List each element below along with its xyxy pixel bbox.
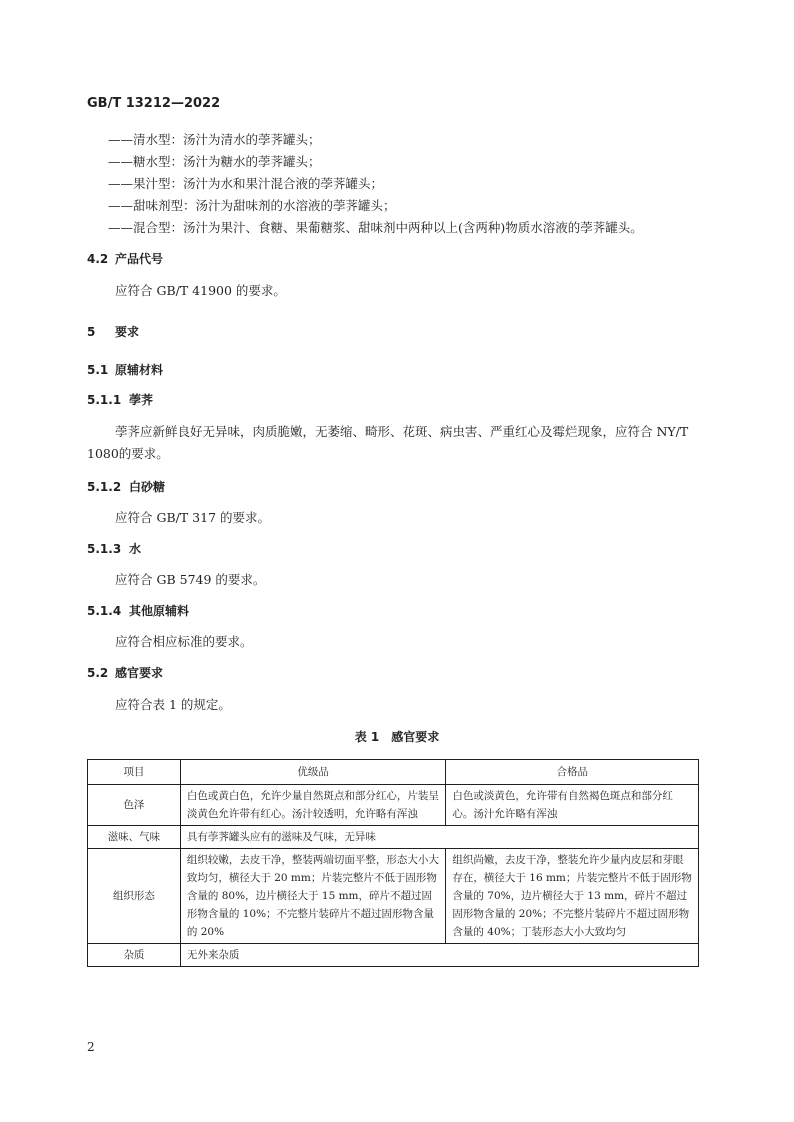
page-number: 2 xyxy=(87,1040,95,1054)
row-merged: 无外来杂质 xyxy=(180,944,698,967)
row-superior: 组织较嫩，去皮干净，整装两端切面平整，形态大小大致均匀，横径大于 20 mm；片装完整片不低于固形物含量的 80%，边片横径大于 15 mm，碎片不超过固形物含量的 10%；不完整片装碎片不超过固形物含量的 20% xyxy=(180,849,446,944)
table-header-row xyxy=(88,760,699,785)
section-number: 5.1.3 xyxy=(87,542,122,556)
row-item: 组织形态 xyxy=(88,849,181,944)
section-title: 要求 xyxy=(115,325,140,339)
section-title: 感官要求 xyxy=(115,666,164,680)
header-item: 项目 xyxy=(88,760,181,785)
sensory-requirements-table xyxy=(87,759,699,967)
row-merged: 具有荸荠罐头应有的滋味及气味，无异味 xyxy=(180,826,698,849)
section-heading-5 xyxy=(87,323,139,340)
row-qualified: 组织尚嫩，去皮干净，整装允许少量内皮层和芽眼存在，横径大于 16 mm；片装完整片不低于固形物含量的 70%，边片横径大于 13 mm，碎片不超过固形物含量的 20%；不完整片装碎片不超过固形物含量的 40%；丁装形态大小大致均匀 xyxy=(446,849,699,944)
section-body-5-1-4: 应符合相应标准的要求。 xyxy=(115,634,253,649)
section-title: 产品代号 xyxy=(115,252,164,266)
type-item-juice: ——果汁型：汤汁为水和果汁混合液的荸荠罐头； xyxy=(108,176,384,191)
standard-header: GB/T 13212—2022 xyxy=(87,96,221,111)
row-superior: 白色或黄白色，允许少量自然斑点和部分红心，片装呈淡黄色允许带有红心。汤汁较透明，允许略有浑浊 xyxy=(180,785,446,826)
section-title: 其他原辅料 xyxy=(129,604,190,618)
section-number: 5.1.4 xyxy=(87,604,122,618)
section-number: 5.1.1 xyxy=(87,393,122,407)
section-body-5-1-2: 应符合 GB/T 317 的要求。 xyxy=(115,510,270,525)
type-item-mixed: ——混合型：汤汁为果汁、食糖、果葡糖浆、甜味剂中两种以上(含两种)物质水溶液的荸荠罐头。 xyxy=(108,220,643,235)
table-row xyxy=(88,849,699,944)
section-number: 5.2 xyxy=(87,666,109,680)
section-body-5-1-3: 应符合 GB 5749 的要求。 xyxy=(115,572,266,587)
section-heading-5-1-1 xyxy=(87,391,153,408)
section-body-5-1-1: 荸荠应新鲜良好无异味，肉质脆嫩，无萎缩、畸形、花斑、病虫害、严重红心及霉烂现象，应符合 NY/T 1080的要求。 xyxy=(87,424,689,461)
table-caption: 表 1 感官要求 xyxy=(354,730,440,744)
type-item-sweetener: ——甜味剂型：汤汁为甜味剂的水溶液的荸荠罐头； xyxy=(108,198,396,213)
section-title: 水 xyxy=(129,542,142,556)
section-title: 荸荠 xyxy=(129,393,154,407)
section-heading-5-1-3 xyxy=(87,540,141,557)
table-row xyxy=(88,785,699,826)
header-qualified: 合格品 xyxy=(446,760,699,785)
section-heading-5-1-4 xyxy=(87,602,189,619)
type-item-syrup: ——糖水型：汤汁为糖水的荸荠罐头； xyxy=(108,154,321,169)
section-heading-4-2 xyxy=(87,250,163,267)
section-heading-5-1 xyxy=(87,361,163,378)
header-superior: 优级品 xyxy=(180,760,446,785)
section-title: 原辅材料 xyxy=(115,363,164,377)
table-row xyxy=(88,826,699,849)
table-row xyxy=(88,944,699,967)
section-number: 5 xyxy=(87,325,96,339)
section-number: 5.1 xyxy=(87,363,109,377)
row-item: 色泽 xyxy=(88,785,181,826)
type-item-clear-water: ——清水型：汤汁为清水的荸荠罐头； xyxy=(108,132,321,147)
row-item: 滋味、气味 xyxy=(88,826,181,849)
section-heading-5-2 xyxy=(87,664,163,681)
section-title: 白砂糖 xyxy=(129,480,166,494)
section-body-4-2: 应符合 GB/T 41900 的要求。 xyxy=(115,283,286,298)
row-qualified: 白色或淡黄色，允许带有自然褐色斑点和部分红心。汤汁允许略有浑浊 xyxy=(446,785,699,826)
section-number: 5.1.2 xyxy=(87,480,122,494)
section-number: 4.2 xyxy=(87,252,109,266)
section-heading-5-1-2 xyxy=(87,478,165,495)
section-body-5-2: 应符合表 1 的规定。 xyxy=(115,697,231,712)
row-item: 杂质 xyxy=(88,944,181,967)
